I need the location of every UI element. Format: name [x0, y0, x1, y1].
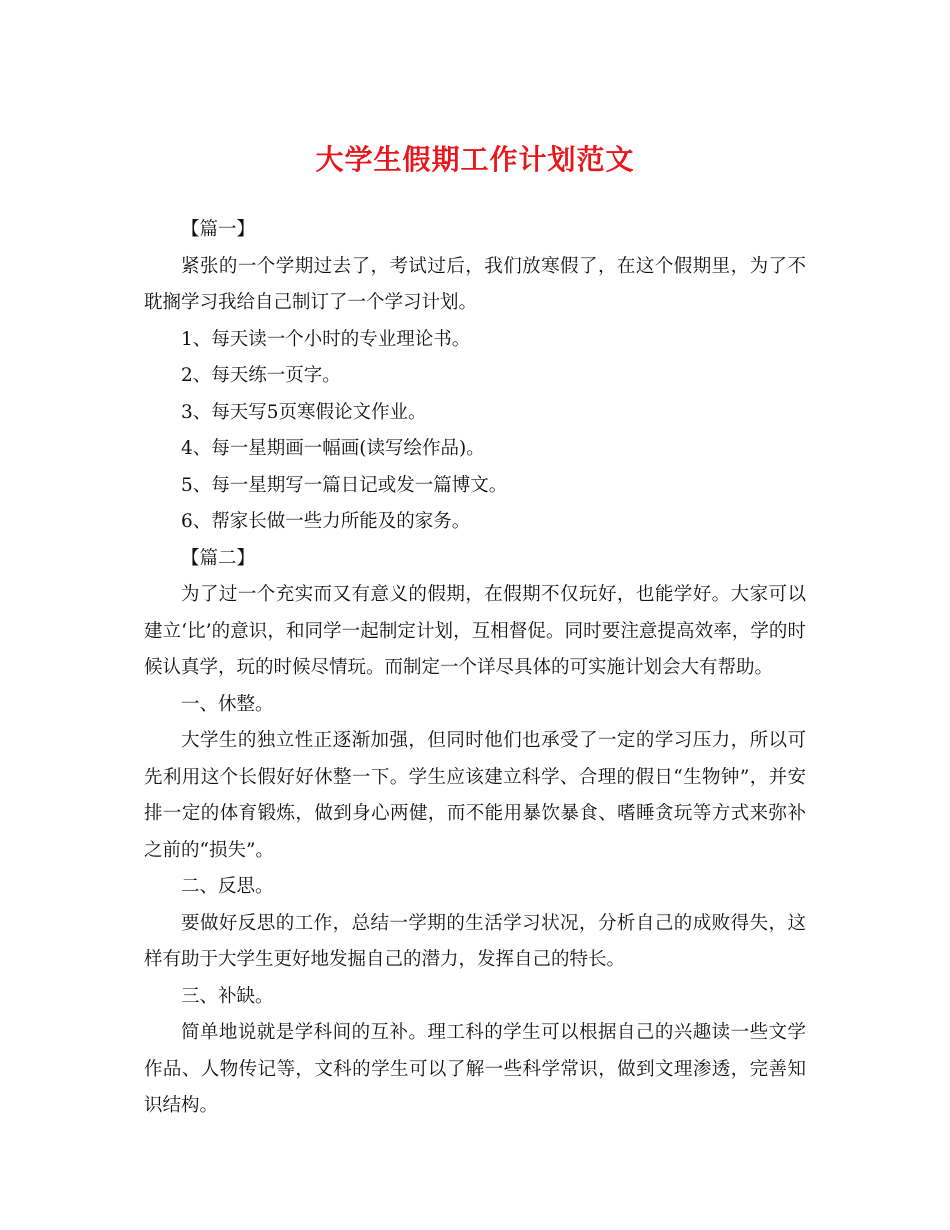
list-item: 3、每天写5页寒假论文作业。: [181, 401, 427, 423]
subsection-heading: 一、休整。: [181, 693, 274, 715]
body-paragraph: 紧张的一个学期过去了，考试过后，我们放寒假了，在这个假期里，为了不耽搁学习我给自己制订了一个学习计划。: [144, 255, 806, 313]
document-body: [144, 212, 806, 1125]
document-title: 大学生假期工作计划范文: [315, 143, 635, 176]
list-item: 2、每天练一页字。: [181, 365, 341, 386]
section-heading: 【篇二】: [181, 547, 256, 569]
body-paragraph: 简单地说就是学科间的互补。理工科的学生可以根据自己的兴趣读一些文学作品、人物传记等，文科的学生可以了解一些科学常识，做到文理渗透，完善知识结构。: [144, 1022, 806, 1116]
body-paragraph: 大学生的独立性正逐渐加强，但同时他们也承受了一定的学习压力，所以可先利用这个长假好好休整一下。学生应该建立科学、合理的假日“生物钟”，并安排一定的体育锻炼，做到身心两健，而不能用暴饮暴食、嗜睡贪玩等方式来弥补之前的“损失”。: [144, 730, 806, 861]
list-item: 5、每一星期写一篇日记或发一篇博文。: [181, 474, 508, 496]
section-heading: 【篇一】: [181, 219, 256, 240]
subsection-heading: 三、补缺。: [181, 985, 274, 1007]
body-paragraph: 要做好反思的工作，总结一学期的生活学习状况，分析自己的成败得失，这样有助于大学生更好地发掘自己的潜力，发挥自己的特长。: [144, 912, 806, 970]
list-item: 6、帮家长做一些力所能及的家务。: [181, 511, 471, 532]
subsection-heading: 二、反思。: [181, 876, 274, 897]
list-item: 4、每一星期画一幅画(读写绘作品)。: [181, 438, 485, 459]
list-item: 1、每天读一个小时的专业理论书。: [181, 328, 471, 350]
body-paragraph: 为了过一个充实而又有意义的假期，在假期不仅玩好，也能学好。大家可以建立‘比’的意识，和同学一起制定计划，互相督促。同时要注意提高效率，学的时候认真学，玩的时候尽情玩。而制定一个详尽具体的可实施计划会大有帮助。: [144, 584, 806, 678]
